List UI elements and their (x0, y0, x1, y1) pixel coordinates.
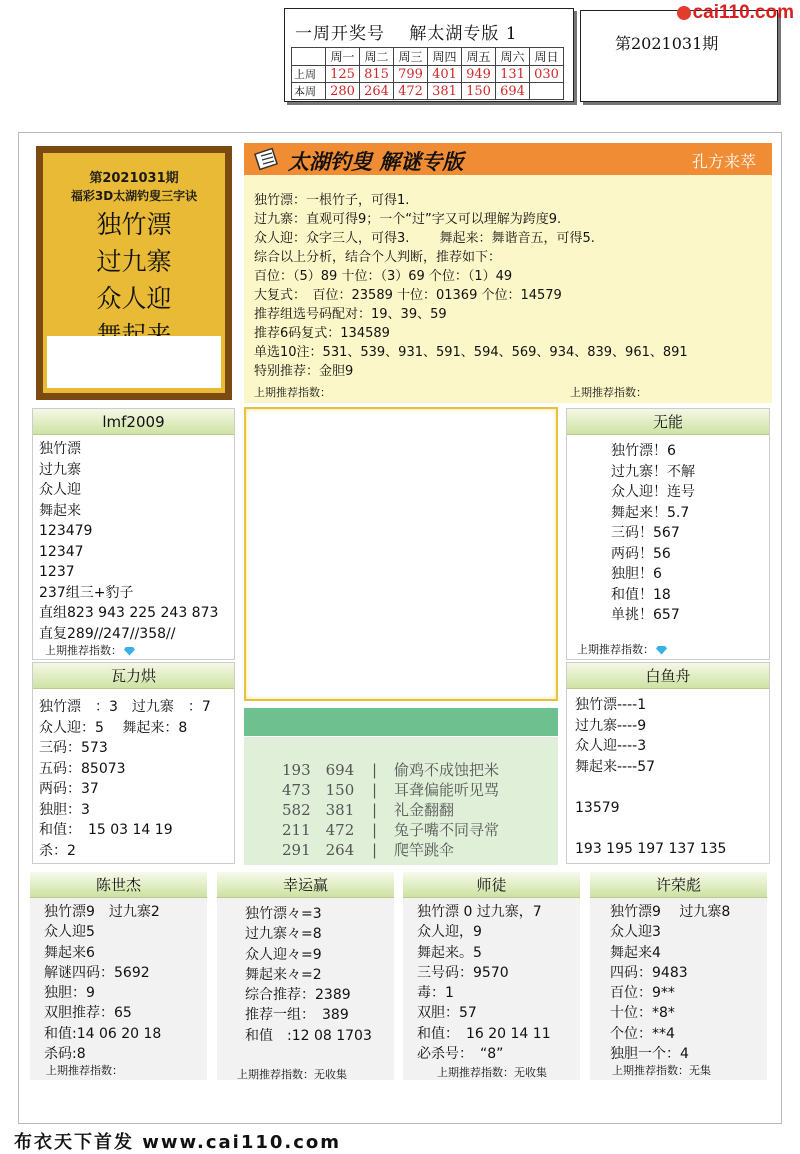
card-line: 独竹漂！6 (611, 443, 676, 459)
index-label: 上期推荐指数： (46, 1064, 123, 1077)
day-header: 周六 (496, 48, 530, 66)
index-label: 上期推荐指数： (577, 643, 654, 656)
card-line: 独胆！6 (611, 566, 662, 582)
card-title: 幸运赢 (217, 872, 394, 898)
weekly-draw-title: 一周开奖号 解太湖专版 1 (295, 24, 518, 44)
card-line: 独竹漂々=3 (245, 906, 322, 922)
riddle-row: 211 472 | 兔子嘴不同寻常 (282, 821, 500, 839)
card-line: 237组三+豹子 (39, 584, 134, 601)
card-title: 白鱼舟 (567, 663, 769, 689)
draw-number: 030 (530, 66, 564, 83)
riddle-list (244, 737, 558, 865)
card-line: 众人迎，9 (417, 924, 482, 941)
card-xurongbiao (590, 872, 767, 1080)
weekly-draw-panel (284, 8, 574, 102)
draw-number: 131 (496, 66, 530, 83)
card-walihong (32, 662, 235, 864)
card-line: 众人迎----3 (575, 738, 647, 754)
day-header: 周三 (394, 48, 428, 66)
card-line: 过九寨 (39, 461, 81, 478)
analysis-line: 众人迎：众字三人，可得3. 舞起来：舞谐音五，可得5. (254, 231, 595, 246)
scroll-icon (254, 147, 280, 171)
card-line: 和值:14 06 20 18 (44, 1025, 162, 1042)
index-label: 上期推荐指数： (570, 386, 647, 399)
card-chenshijie (30, 872, 207, 1080)
draw-number: 125 (326, 66, 360, 83)
card-line: 13579 (575, 799, 620, 816)
card-line: 独胆：3 (39, 801, 90, 818)
card-line: 舞起来！5.7 (611, 504, 690, 521)
poster-line: 独竹漂 (96, 210, 172, 239)
card-baiyuzhou (566, 662, 770, 864)
analysis-line: 过九寨：直观可得9；一个“过”字又可以理解为跨度9. (254, 212, 562, 227)
main-panel-title: 太湖钓叟 解谜专版 (288, 149, 464, 174)
day-header: 周五 (462, 48, 496, 66)
card-line: 独胆：9 (44, 985, 95, 1002)
green-divider (244, 708, 558, 736)
analysis-line: 大复式： 百位：23589 十位：01369 个位：14579 (254, 288, 562, 303)
index-label: 上期推荐指数：无集 (612, 1064, 711, 1077)
card-line: 独竹漂9 过九寨2 (44, 904, 160, 920)
this-week-label: 本周 (292, 83, 326, 100)
analysis-line: 综合以上分析，结合个人判断，推荐如下： (254, 250, 502, 265)
draw-number: 694 (496, 83, 530, 100)
card-line: 和值 :12 08 1703 (245, 1027, 372, 1044)
draw-number (530, 83, 564, 100)
card-line: 四码：9483 (610, 964, 688, 981)
draw-number: 949 (462, 66, 496, 83)
card-line: 双胆：57 (417, 1005, 477, 1022)
card-title: 许荣彪 (590, 872, 767, 898)
card-line: 三码：573 (39, 740, 108, 756)
card-line: 推荐一组： 389 (245, 1007, 349, 1024)
riddle-row: 473 150 | 耳聋偏能听见骂 (282, 781, 500, 799)
card-line: 众人迎！连号 (611, 484, 695, 500)
card-line: 解谜四码：5692 (44, 964, 150, 981)
card-line: 综合推荐：2389 (245, 987, 351, 1004)
card-line: 三码！567 (611, 525, 680, 541)
card-line: 123479 (39, 523, 93, 539)
draw-number: 815 (360, 66, 394, 83)
card-lmf2009 (32, 408, 235, 660)
main-panel-body (244, 175, 772, 403)
day-header: 周一 (326, 48, 360, 66)
card-line: 过九寨----9 (575, 717, 647, 734)
card-title: 师徒 (403, 872, 580, 898)
draw-number: 280 (326, 83, 360, 100)
analysis-line: 百位：（5）89 十位：（3）69 个位：（1）49 (254, 269, 513, 284)
poster-line: 过九寨 (96, 247, 172, 276)
card-line: 众人迎5 (44, 924, 95, 941)
analysis-line: 独竹漂：一根竹子，可得1. (254, 193, 410, 208)
card-line: 直组823 943 225 243 873 (39, 605, 219, 621)
card-title: 陈世杰 (30, 872, 207, 898)
card-line: 独竹漂 0 过九寨，7 (417, 904, 542, 920)
card-line: 五码：85073 (39, 760, 126, 777)
card-line: 舞起来6 (44, 944, 95, 961)
riddle-row: 291 264 | 爬竿跳伞 (282, 841, 455, 859)
card-line: 过九寨！不解 (611, 463, 695, 480)
diamond-icon (124, 647, 135, 656)
card-line: 百位：9** (610, 985, 675, 1002)
draw-number: 472 (394, 83, 428, 100)
card-line: 独竹漂 (39, 441, 81, 457)
analysis-line: 特别推荐：金胆9 (254, 364, 354, 379)
card-line: 和值： 16 20 14 11 (417, 1025, 551, 1042)
poster-subtitle: 福彩3D太湖钓叟三字诀 (70, 189, 198, 203)
index-label: 上期推荐指数：无收集 (437, 1066, 547, 1079)
card-line: 双胆推荐：65 (44, 1005, 132, 1022)
card-line: 直复289//247//358// (39, 625, 176, 642)
card-line: 两码：37 (39, 781, 99, 797)
analysis-line: 推荐组选号码配对：19、39、59 (254, 307, 447, 322)
card-line: 舞起来 (39, 502, 81, 519)
card-line: 独竹漂9 过九寨8 (610, 904, 731, 920)
card-line: 个位：**4 (610, 1025, 675, 1042)
image-placeholder (244, 407, 558, 701)
card-line: 单挑！657 (611, 607, 680, 623)
card-shitu (403, 872, 580, 1080)
poster (36, 146, 232, 400)
card-title: 瓦力烘 (33, 663, 234, 689)
card-line: 独竹漂 ：3 过九寨 ：7 (39, 699, 211, 715)
card-title: lmf2009 (33, 409, 234, 435)
card-title: 无能 (567, 409, 769, 435)
card-line: 毒：1 (417, 985, 454, 1002)
card-line: 独胆一个：4 (610, 1046, 689, 1063)
card-line: 过九寨々=8 (245, 926, 322, 943)
card-line: 众人迎々=9 (245, 946, 322, 963)
index-label: 上期推荐指数： (254, 386, 331, 399)
card-line: 和值： 15 03 14 19 (39, 822, 173, 838)
draw-number: 799 (394, 66, 428, 83)
last-week-label: 上周 (292, 66, 326, 83)
index-label: 上期推荐指数： (45, 644, 122, 657)
card-line: 舞起来々=2 (245, 966, 322, 983)
draw-number: 401 (428, 66, 462, 83)
riddle-row: 582 381 | 礼金翻翻 (282, 801, 455, 819)
analysis-line: 推荐6码复式：134589 (254, 326, 390, 341)
card-xingyunying (217, 872, 394, 1080)
card-line: 众人迎 (39, 482, 81, 498)
issue-number: 第2021031期 (615, 34, 719, 53)
card-line: 众人迎：5 舞起来：8 (39, 719, 188, 736)
card-line: 舞起来4 (610, 944, 661, 961)
card-line: 和值！18 (611, 586, 671, 603)
logo-dot-icon (677, 6, 691, 20)
card-line: 众人迎3 (610, 924, 661, 941)
poster-line: 众人迎 (96, 284, 172, 313)
main-panel-header (244, 143, 772, 175)
card-line: 12347 (39, 543, 84, 560)
index-label: 上期推荐指数：无收集 (237, 1068, 347, 1081)
diamond-icon (656, 646, 667, 655)
riddle-row: 193 694 | 偷鸡不成蚀把米 (282, 761, 500, 779)
day-header: 周二 (360, 48, 394, 66)
card-line: 杀：2 (39, 842, 76, 859)
card-line: 必杀号： “8” (417, 1046, 504, 1063)
main-panel-author: 孔方来萃 (691, 152, 756, 171)
weekly-draw-table (291, 47, 564, 100)
footer-watermark: 布衣天下首发 www.cai110.com (14, 1132, 342, 1153)
card-line: 1237 (39, 564, 75, 580)
card-line: 十位：*8* (610, 1005, 675, 1022)
card-line: 193 195 197 137 135 (575, 840, 727, 857)
card-line: 舞起来。5 (417, 944, 482, 961)
draw-number: 150 (462, 83, 496, 100)
day-header: 周日 (530, 48, 564, 66)
day-header: 周四 (428, 48, 462, 66)
card-line: 舞起来----57 (575, 758, 656, 775)
poster-blank-area (47, 336, 221, 388)
card-wuneng (566, 408, 770, 660)
analysis-line: 单选10注：531、539、931、591、594、569、934、839、961、891 (254, 345, 688, 360)
card-line: 独竹漂----1 (575, 697, 647, 713)
card-line: 两码！56 (611, 545, 671, 562)
draw-number: 264 (360, 83, 394, 100)
draw-number: 381 (428, 83, 462, 100)
poster-issue: 第2021031期 (89, 171, 179, 186)
card-line: 三号码：9570 (417, 964, 509, 981)
site-logo[interactable]: cai110.com (677, 2, 794, 24)
card-line: 杀码:8 (44, 1046, 86, 1063)
